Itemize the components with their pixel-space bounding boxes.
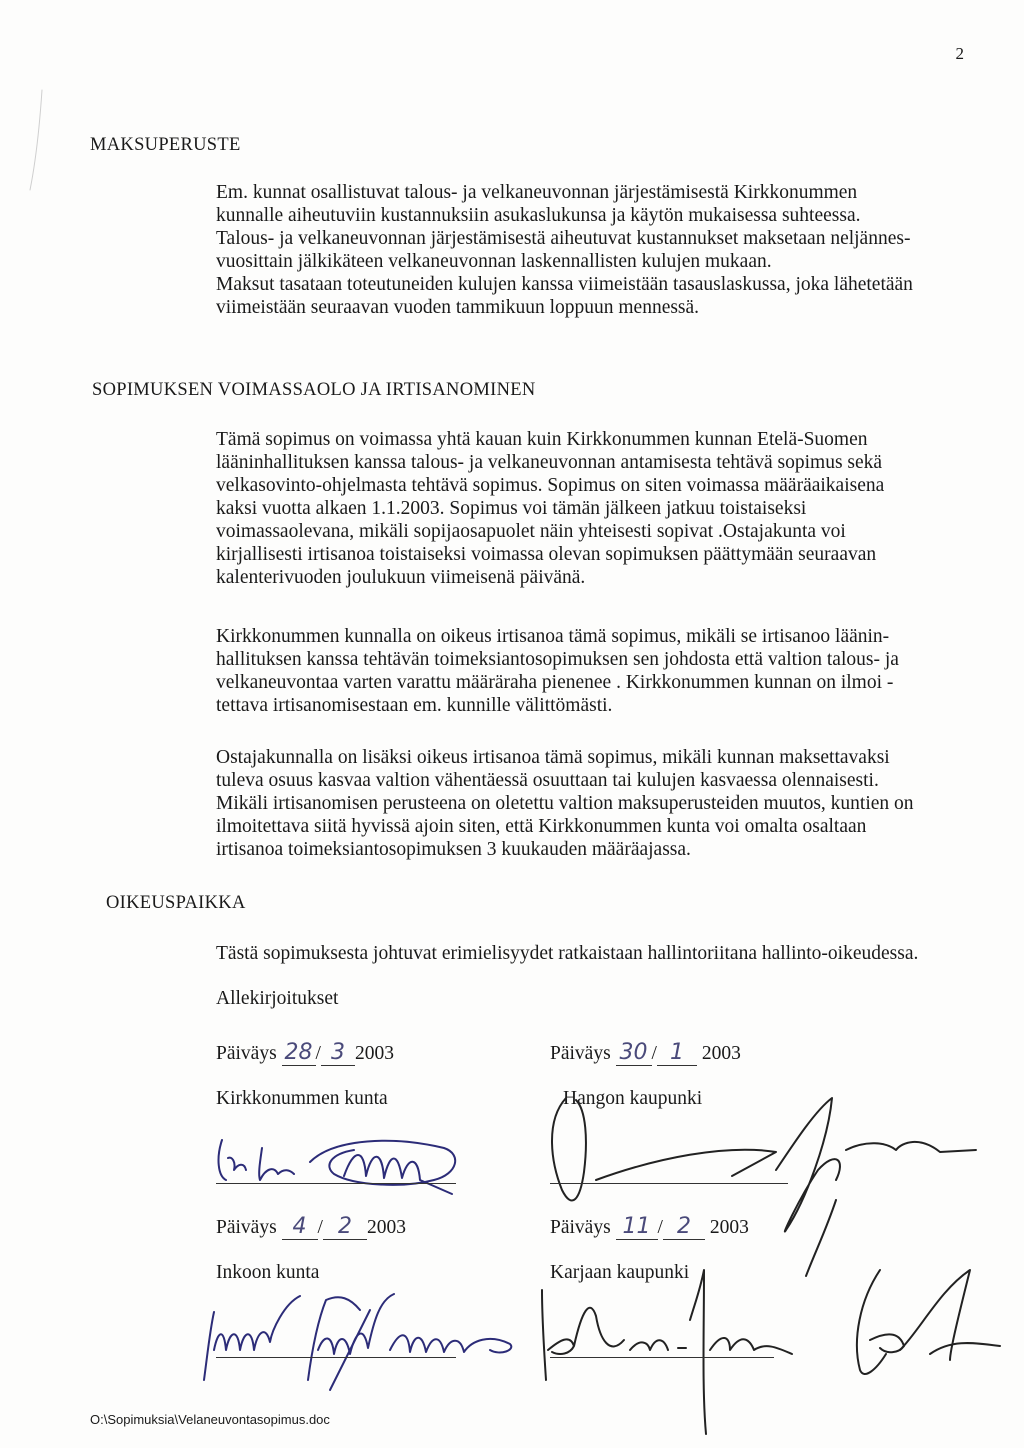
date-line-inkoo: Päiväys 4 / 2 2003: [216, 1214, 406, 1239]
text-line: ilmoitettava siitä hyvissä ajoin siten, että Kirkkonummen kunta voi omalta osaltaan: [216, 816, 867, 837]
text-line: Maksut tasataan toteutuneiden kulujen kanssa viimeistään tasauslaskussa, joka lähetetään: [216, 274, 913, 295]
signature-line-inkoo: [216, 1357, 456, 1358]
text-line: lääninhallituksen kanssa talous- ja velkaneuvonnan antamisesta tehtävä sopimus sekä: [216, 452, 883, 473]
date-day: 11: [616, 1214, 658, 1240]
text-line: kunnalle aiheutuviin kustannuksiin asukaslukunsa ja käytön mukaisessa suhteessa.: [216, 205, 861, 226]
date-line-kirkkonummi: Päiväys 28 / 3 2003: [216, 1040, 394, 1065]
signature-kirkkonummi: [214, 1118, 474, 1198]
date-prefix: Päiväys: [216, 1043, 277, 1064]
date-year: 2003: [366, 1217, 406, 1238]
party-inkoo: Inkoon kunta: [216, 1262, 320, 1283]
heading-maksuperuste: MAKSUPERUSTE: [90, 135, 241, 155]
text-line: tuleva osuus kasvaa valtion vähentäessä osuuttaan tai kulujen kasvaessa olennaisesti.: [216, 770, 879, 791]
signature-line-hanko: [550, 1183, 788, 1184]
date-day: 4: [282, 1214, 318, 1240]
date-line-karjaa: Päiväys 11 / 2 2003: [550, 1214, 749, 1239]
date-month: 2: [663, 1214, 705, 1240]
date-prefix: Päiväys: [550, 1043, 611, 1064]
date-day: 28: [282, 1040, 316, 1066]
scan-artifact: [0, 80, 60, 200]
signature-line-karjaa: [550, 1357, 774, 1358]
text-line: tettava irtisanomisestaan em. kunnille välittömästi.: [216, 695, 613, 716]
party-kirkkonummi: Kirkkonummen kunta: [216, 1088, 388, 1109]
date-month: 1: [657, 1040, 697, 1066]
text-line: Tämä sopimus on voimassa yhtä kauan kuin Kirkkonummen kunnan Etelä-Suomen: [216, 429, 868, 450]
text-line: hallituksen kanssa tehtävän toimeksiantosopimuksen sen johdosta että valtion talous- ja: [216, 649, 899, 670]
signature-karjaa: [530, 1250, 1000, 1440]
text-line: Talous- ja velkaneuvonnan järjestämisestä aiheutuvat kustannukset maksetaan neljännes-: [216, 228, 911, 249]
heading-oikeuspaikka: OIKEUSPAIKKA: [106, 893, 246, 913]
paragraph-voimassaolo-2: [216, 625, 976, 717]
text-line: viimeistään seuraavan vuoden tammikuun loppuun mennessä.: [216, 297, 700, 318]
date-year: 2003: [709, 1217, 749, 1238]
paragraph-maksuperuste: [216, 181, 976, 319]
text-line: Ostajakunnalla on lisäksi oikeus irtisanoa tämä sopimus, mikäli kunnan maksettavaksi: [216, 747, 890, 768]
date-day: 30: [616, 1040, 652, 1066]
date-prefix: Päiväys: [550, 1217, 611, 1238]
signature-inkoo: [200, 1290, 520, 1400]
page-number: 2: [955, 44, 964, 63]
paragraph-voimassaolo-1: [216, 428, 976, 589]
text-line: vuosittain jälkikäteen velkaneuvonnan laskennallisten kulujen mukaan.: [216, 251, 772, 272]
text-line: kalenterivuoden joulukuun viimeisenä päivänä.: [216, 567, 586, 588]
text-line: Mikäli irtisanomisen perusteena on oletettu valtion maksuperusteiden muutos, kuntien on: [216, 793, 914, 814]
file-path-footer: O:\Sopimuksia\Velaneuvontasopimus.doc: [90, 1412, 330, 1427]
date-year: 2003: [701, 1043, 741, 1064]
text-line: Em. kunnat osallistuvat talous- ja velkaneuvonnan järjestämisestä Kirkkonummen: [216, 182, 858, 203]
text-line: voimassaolevana, mikäli sopijaosapuolet näin yhteisesti sopivat .Ostajakunta voi: [216, 521, 846, 542]
date-prefix: Päiväys: [216, 1217, 277, 1238]
text-line: velkasovinto-ohjelmasta tehtävä sopimus. Sopimus on siten voimassa määräaikaisena: [216, 475, 885, 496]
date-month: 2: [323, 1214, 367, 1240]
signature-line-kirkkonummi: [216, 1183, 456, 1184]
party-hanko: Hangon kaupunki: [563, 1088, 703, 1109]
text-line: Tästä sopimuksesta johtuvat erimielisyydet ratkaistaan hallintoriitana hallinto-oikeudessa.: [216, 943, 919, 964]
text-line: velkaneuvontaa varten varattu määräraha pienenee . Kirkkonummen kunnan on ilmoi -: [216, 672, 894, 693]
text-line: kirjallisesti irtisanoa toistaiseksi voimassa olevan sopimuksen päättymään seuraavan: [216, 544, 877, 565]
heading-voimassaolo: SOPIMUKSEN VOIMASSAOLO JA IRTISANOMINEN: [92, 380, 536, 400]
text-line: Kirkkonummen kunnalla on oikeus irtisanoa tämä sopimus, mikäli se irtisanoo läänin-: [216, 626, 890, 647]
date-year: 2003: [354, 1043, 394, 1064]
paragraph-oikeuspaikka: [216, 942, 976, 965]
text-line: irtisanoa toimeksiantosopimuksen 3 kuukauden määräajassa.: [216, 839, 691, 860]
date-line-hanko: Päiväys 30 / 1 2003: [550, 1040, 741, 1065]
paragraph-voimassaolo-3: [216, 746, 976, 861]
party-karjaa: Karjaan kaupunki: [550, 1262, 690, 1283]
date-month: 3: [321, 1040, 355, 1066]
text-line: kaksi vuotta alkaen 1.1.2003. Sopimus voi tämän jälkeen jatkuu toistaiseksi: [216, 498, 807, 519]
signatures-label: Allekirjoitukset: [216, 988, 339, 1009]
